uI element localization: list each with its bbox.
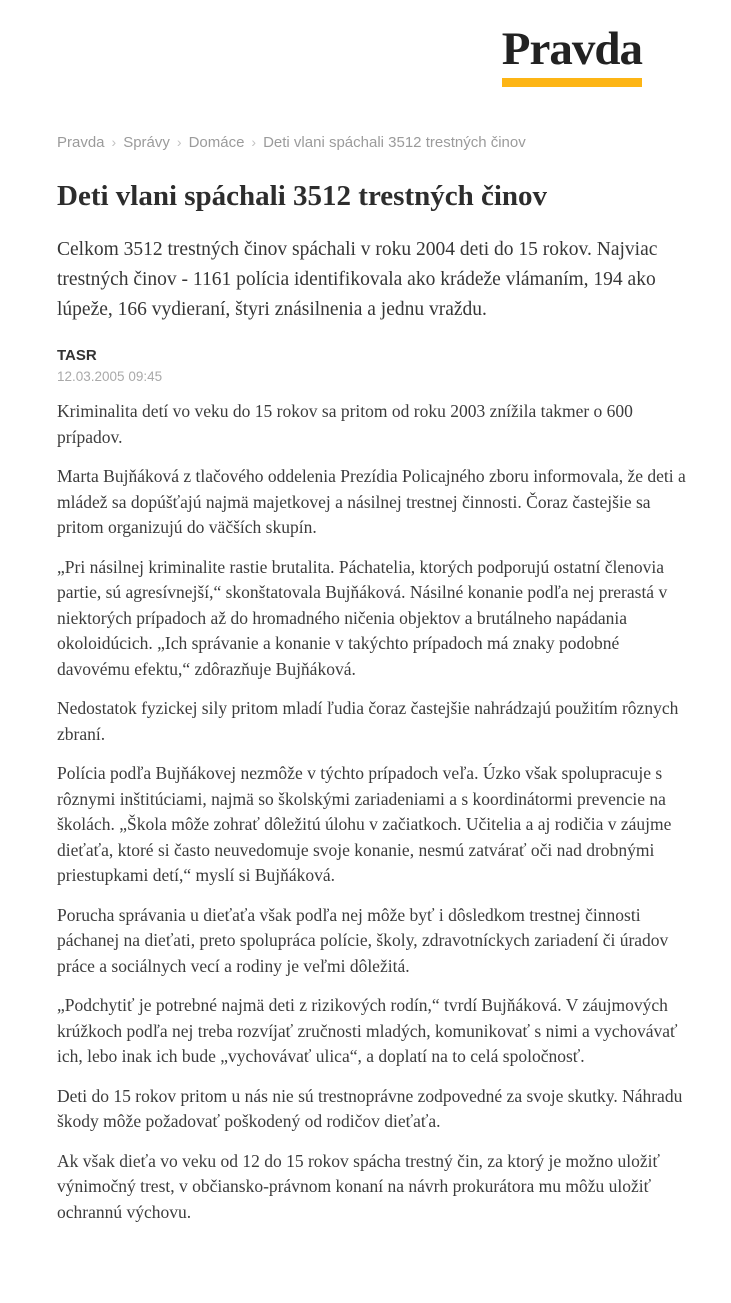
article-body bbox=[57, 399, 691, 1225]
breadcrumb-link-spravy[interactable]: Správy bbox=[123, 134, 170, 151]
breadcrumb-link-pravda[interactable]: Pravda bbox=[57, 134, 105, 151]
breadcrumb-separator-icon: › bbox=[111, 134, 117, 150]
pravda-logo[interactable] bbox=[501, 23, 642, 87]
article-author: TASR bbox=[57, 347, 97, 365]
breadcrumb-current: Deti vlani spáchali 3512 trestných činov bbox=[263, 134, 526, 151]
article-paragraph: Polícia podľa Bujňákovej nezmôže v týchto prípadoch veľa. Úzko však spolupracuje s rôznymi inštitúciami, najmä so školskými zariadeniami a s koordinátormi prevencie na školách. „Škola môže zohrať dôležitú úlohu v začiatkoch. Učitelia a aj rodičia v záujme dieťaťa, ktoré si často neuvedomuje svoje konanie, nesmú zatvárať oči nad drobnými priestupkami detí,“ myslí si Bujňáková. bbox=[57, 763, 672, 886]
article-paragraph: Porucha správania u dieťaťa však podľa nej môže byť i dôsledkom trestnej činnosti páchanej na dieťati, preto spolupráca polície, školy, zdravotníckych zariadení či úradov práce a sociálnych vecí a rodiny je veľmi dôležitá. bbox=[57, 904, 669, 976]
article-paragraph: Kriminalita detí vo veku do 15 rokov sa pritom od roku 2003 znížila takmer o 600 prípadov. bbox=[57, 401, 633, 447]
article bbox=[57, 178, 691, 1225]
article-paragraph: Marta Bujňáková z tlačového oddelenia Prezídia Policajného zboru informovala, že deti a mládež sa dopúšťajú najmä majetkovej a násilnej trestnej činnosti. Čoraz častejšie sa pritom organizujú do väčších skupín. bbox=[57, 466, 686, 538]
article-paragraph: Ak však dieťa vo veku od 12 do 15 rokov spácha trestný čin, za ktorý je možno uložiť výnimočný trest, v občiansko-právnom konaní na návrh prokurátora mu môžu uložiť ochrannú výchovu. bbox=[57, 1150, 661, 1222]
breadcrumb-separator-icon: › bbox=[251, 134, 257, 150]
breadcrumb-link-domace[interactable]: Domáce bbox=[188, 134, 245, 151]
breadcrumb bbox=[57, 134, 695, 151]
breadcrumb-separator-icon: › bbox=[176, 134, 182, 150]
article-publish-date: 12.03.2005 09:45 bbox=[57, 369, 163, 385]
article-perex: Celkom 3512 trestných činov spáchali v roku 2004 deti do 15 rokov. Najviac trestných činov - 1161 polícia identifikovala ako krádeže vlámaním, 194 ako lúpeže, 166 vydieraní, štyri znásilnenia a jednu vraždu. bbox=[57, 239, 658, 321]
article-title: Deti vlani spáchali 3512 trestných činov bbox=[57, 180, 548, 212]
pravda-logo-text: Pravda bbox=[501, 23, 642, 75]
article-paragraph: Nedostatok fyzickej sily pritom mladí ľudia čoraz častejšie nahrádzajú použitím rôznych zbraní. bbox=[57, 698, 679, 744]
article-paragraph: „Pri násilnej kriminalite rastie brutalita. Páchatelia, ktorých podporujú ostatní členovia partie, sú agresívnejší,“ skonštatovala Bujňáková. Násilné konanie podľa nej prerastá v niektorých prípadoch až do hromadného ničenia objektov a brutálneho napádania okoloidúcich. „Ich správanie a konanie v takýchto prípadoch má znaky podobné davovému efektu,“ zdôrazňuje Bujňáková. bbox=[57, 556, 668, 679]
article-byline bbox=[57, 347, 691, 385]
article-paragraph: Deti do 15 rokov pritom u nás nie sú trestnoprávne zodpovedné za svoje skutky. Náhradu škody môže požadovať poškodený od rodičov dieťaťa. bbox=[57, 1085, 683, 1132]
article-paragraph: „Podchytiť je potrebné najmä deti z rizikových rodín,“ tvrdí Bujňáková. V záujmových krúžkoch podľa nej treba rozvíjať zručnosti mladých, komunikovať s nimi a vychovávať ich, lebo inak ich bude „vychovávať ulica“, a doplatí na to celá spoločnosť. bbox=[57, 995, 678, 1067]
site-header bbox=[0, 0, 731, 93]
pravda-logo-underline bbox=[502, 78, 642, 87]
